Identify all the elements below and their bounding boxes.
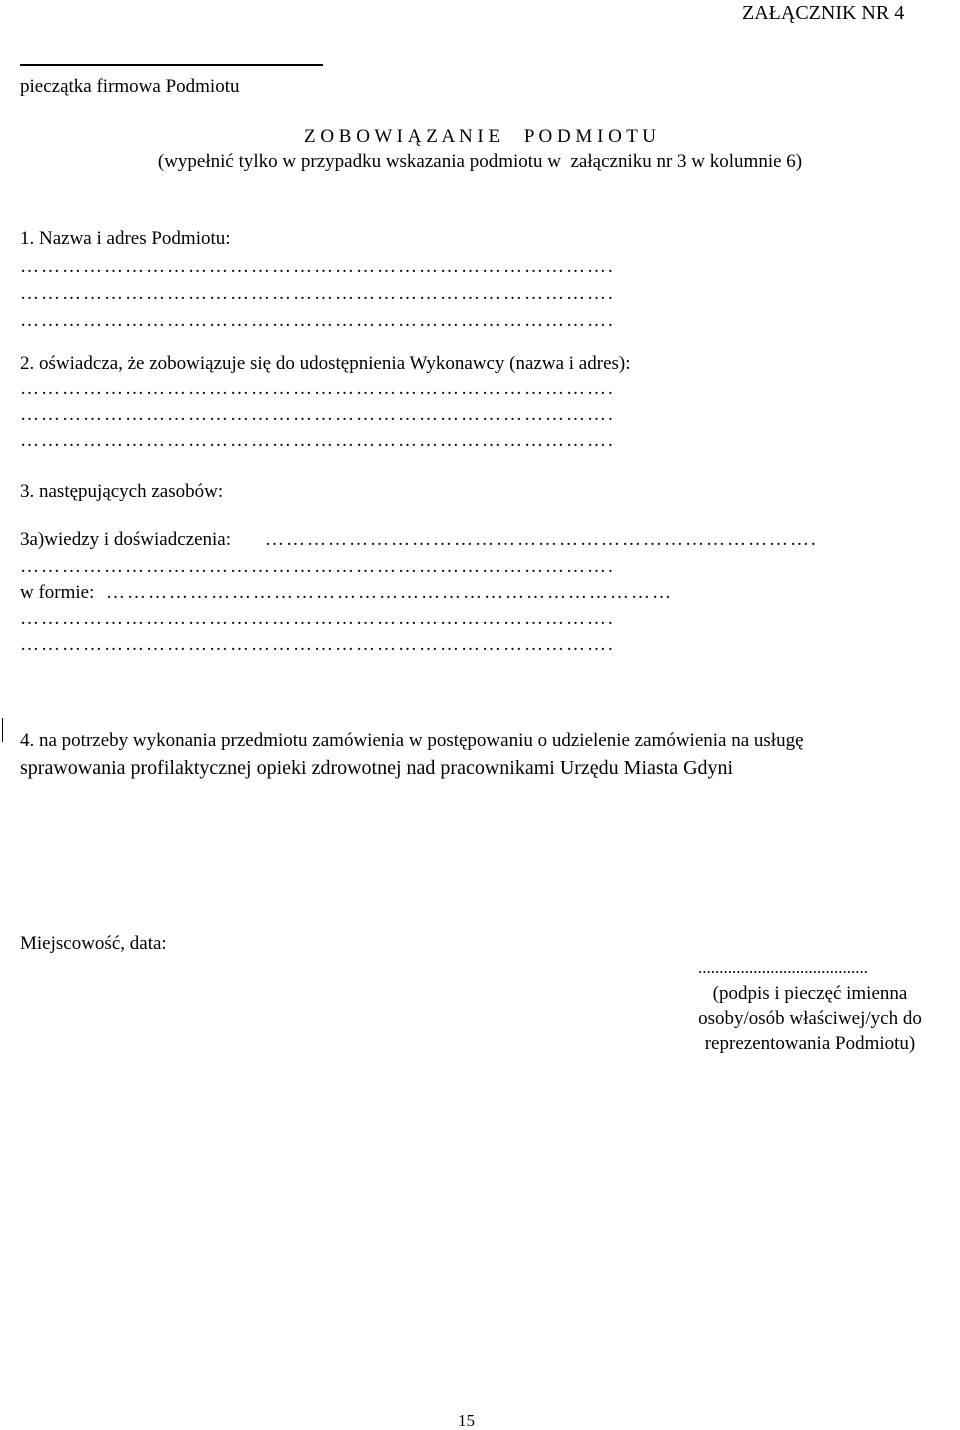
- signature-caption-line: reprezentowania Podmiotu): [704, 1033, 916, 1054]
- signature-dots: ........................................: [698, 958, 868, 977]
- section2-dots-line: ………………………………………………………………………….: [20, 431, 615, 450]
- form-dots: ………………………………………………………………………: [106, 583, 673, 602]
- section1-dots-line: ………………………………………………………………………….: [20, 284, 615, 303]
- section1-label: 1. Nazwa i adres Podmiotu:: [20, 228, 231, 249]
- stamp-signature-line: [20, 64, 323, 66]
- section4-line2: sprawowania profilaktycznej opieki zdrowotnej nad pracownikami Urzędu Miasta Gdyni: [20, 757, 734, 779]
- section3-dots-line: ………………………………………………………………………….: [20, 635, 615, 654]
- place-date-label: Miejscowość, data:: [20, 933, 167, 954]
- section1-dots-line: ………………………………………………………………………….: [20, 311, 615, 330]
- section2-label: 2. oświadcza, że zobowiązuje się do udostępnienia Wykonawcy (nazwa i adres):: [20, 353, 631, 374]
- section3-dots-line: ………………………………………………………………………….: [20, 609, 615, 628]
- section1-dots-line: ………………………………………………………………………….: [20, 257, 615, 276]
- knowledge-label: 3a)wiedzy i doświadczenia:: [20, 529, 232, 550]
- section4-line1: 4. na potrzeby wykonania przedmiotu zamówienia w postępowaniu o udzielenie zamówienia na usługę: [20, 730, 804, 751]
- knowledge-dots: …………………………………………………………………….: [265, 530, 818, 549]
- document-subtitle: (wypełnić tylko w przypadku wskazania podmiotu w załączniku nr 3 w kolumnie 6): [157, 151, 803, 172]
- form-label: w formie:: [20, 582, 95, 603]
- signature-caption-line: (podpis i pieczęć imienna: [712, 983, 908, 1004]
- section3-label: 3. następujących zasobów:: [20, 481, 224, 502]
- document-title: Z O B O W I Ą Z A N I E P O D M I O T U: [303, 126, 657, 147]
- page-number: 15: [458, 1411, 475, 1430]
- section2-dots-line: ………………………………………………………………………….: [20, 379, 615, 398]
- stamp-label: pieczątka firmowa Podmiotu: [20, 76, 240, 97]
- revision-bar: [2, 718, 3, 742]
- signature-caption-line: osoby/osób właściwej/ych do: [698, 1008, 922, 1029]
- annex-title: ZAŁĄCZNIK NR 4: [742, 2, 905, 24]
- section2-dots-line: ………………………………………………………………………….: [20, 405, 615, 424]
- knowledge-dots-line: ………………………………………………………………………….: [20, 557, 615, 576]
